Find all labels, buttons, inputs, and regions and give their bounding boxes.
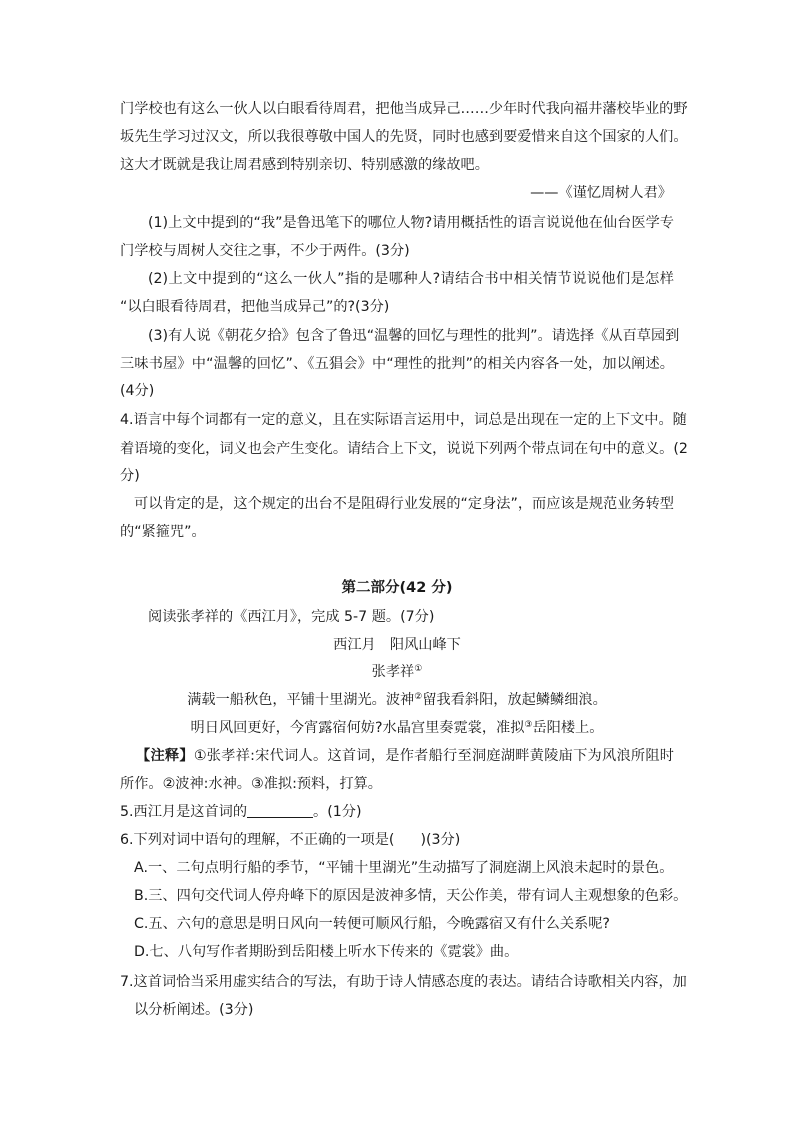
question-3-3-line-3: (4分): [120, 383, 155, 399]
question-4-line-1: 4.语言中每个词都有一定的意义，且在实际语言运用中，词总是出现在一定的上下文中。随: [120, 412, 687, 428]
question-3-2-line-2: “以白眼看待周君，把他当成异己”的?(3分): [120, 299, 390, 315]
note-marker: ①: [414, 664, 423, 674]
question-4-sentence-line-1: 可以肯定的是，这个规定的出台不是阻碍行业发展的“定身法”，而应该是规范业务转型: [134, 496, 674, 512]
question-6-option-a: A.一、二句点明行船的季节，“平铺十里湖光”生动描写了洞庭湖上风浪未起时的景色。: [134, 860, 674, 876]
passage-line-1: 门学校也有这么一伙人以白眼看待周君，把他当成异己……少年时代我向福井藩校毕业的野: [120, 101, 688, 117]
question-6-option-c: C.五、六句的意思是明日风向一转便可顺风行船，今晚露宿又有什么关系呢?: [134, 916, 610, 932]
question-3-3-line-1: (3)有人说《朝花夕拾》包含了鲁迅“温馨的回忆与理性的批判”。请选择《从百草园到: [148, 328, 680, 344]
note-marker: ③: [524, 720, 533, 730]
passage-line-2: 坂先生学习过汉文，所以我很尊敬中国人的先贤，同时也感到要爱惜来自这个国家的人们。: [120, 129, 688, 145]
part-2-heading: 第二部分(42 分): [341, 580, 453, 596]
poem-notes-line-2: 所作。②波神:水神。③准拟:预料，打算。: [120, 776, 382, 792]
question-4-line-2: 着语境的变化，词义也会产生变化。请结合上下文，说说下列两个带点词在句中的意义。(2: [120, 441, 688, 457]
question-4-sentence-line-2: 的“紧箍咒”。: [120, 524, 206, 540]
passage-line-3: 这大才既就是我让周君感到特别亲切、特别感激的缘故吧。: [120, 157, 489, 173]
question-5: 5.西江月是这首词的 。(1分): [120, 804, 362, 820]
poem-author: 张孝祥①: [371, 664, 423, 680]
part-2-intro: 阅读张孝祥的《西江月》，完成 5-7 题。(7分): [148, 609, 435, 625]
passage-source: ——《谨忆周树人君》: [530, 185, 672, 201]
notes-label: 【注释】: [136, 748, 194, 764]
question-7-line-2: 以分析阐述。(3分): [134, 1002, 254, 1018]
question-6-stem: 6.下列对词中语句的理解，不正确的一项是( )(3分): [120, 832, 461, 848]
question-3-1-line-1: (1)上文中提到的“我”是鲁迅笔下的哪位人物?请用概括性的语言说说他在仙台医学专: [148, 215, 674, 231]
note-marker: ②: [414, 692, 423, 702]
question-4-line-3: 分): [120, 468, 140, 484]
answer-blank[interactable]: [247, 802, 313, 818]
question-3-3-line-2: 三味书屋》中“温馨的回忆”、《五猖会》中“理性的批判”的相关内容各一处，加以阐述。: [120, 356, 674, 372]
poem-title: 西江月 阳风山峰下: [333, 637, 461, 653]
question-3-1-line-2: 门学校与周树人交往之事，不少于两件。(3分): [120, 243, 410, 259]
question-6-option-d: D.七、八句写作者期盼到岳阳楼上听水下传来的《霓裳》曲。: [134, 944, 519, 960]
poem-line-2: 明日风回更好，今宵露宿何妨?水晶宫里奏霓裳，准拟③岳阳楼上。: [190, 720, 604, 736]
question-3-2-line-1: (2)上文中提到的“这么一伙人”指的是哪种人?请结合书中相关情节说说他们是怎样: [148, 271, 674, 287]
question-6-option-b: B.三、四句交代词人停舟峰下的原因是波神多情，天公作美，带有词人主观想象的色彩。: [134, 888, 688, 904]
poem-notes-line-1: 【注释】①张孝祥:宋代词人。这首词，是作者船行至洞庭湖畔黄陵庙下为风浪所阻时: [136, 748, 674, 764]
poem-line-1: 满载一船秋色，平铺十里湖光。波神②留我看斜阳，放起鳞鳞细浪。: [187, 692, 607, 708]
question-7-line-1: 7.这首词恰当采用虚实结合的写法，有助于诗人情感态度的表达。请结合诗歌相关内容，加: [120, 974, 687, 990]
